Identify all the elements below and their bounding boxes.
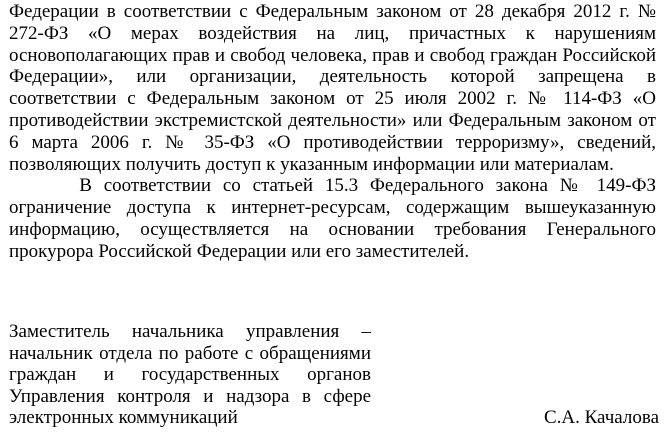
paragraph-access-restriction: В соответствии со статьей 15.3 Федерального закона № 149-ФЗ ограничение доступа к интернет-ресурсам, содержащим вышеуказанную информацию, осуществляется на основании требования Генерального прокурора Российской Федерации или его заместителей. bbox=[9, 175, 656, 262]
signatory-position: Заместитель начальника управления – начальник отдела по работе с обращениями граждан и государственных органов Управления контроля и надзора в сфере электронных коммуникаций bbox=[9, 321, 371, 429]
signatory-name: С.А. Качалова bbox=[543, 407, 659, 428]
paragraph-legal-grounds: Федерации в соответствии с Федеральным законом от 28 декабря 2012 г. № 272-ФЗ «О мерах воздействия на лиц, причастных к нарушениям основополагающих прав и свобод человека, прав и свобод граждан Российской Федерации», или организации, деятельность которой запрещена в соответствии с Федеральным законом от 25 июля 2002 г. № 114-ФЗ «О противодействии экстремистской деятельности» или Федеральным законом от 6 марта 2006 г. № 35-ФЗ «О противодействии терроризму», сведений, позволяющих получить доступ к указанным информации или материалам. bbox=[9, 1, 656, 175]
document-body bbox=[9, 1, 656, 263]
